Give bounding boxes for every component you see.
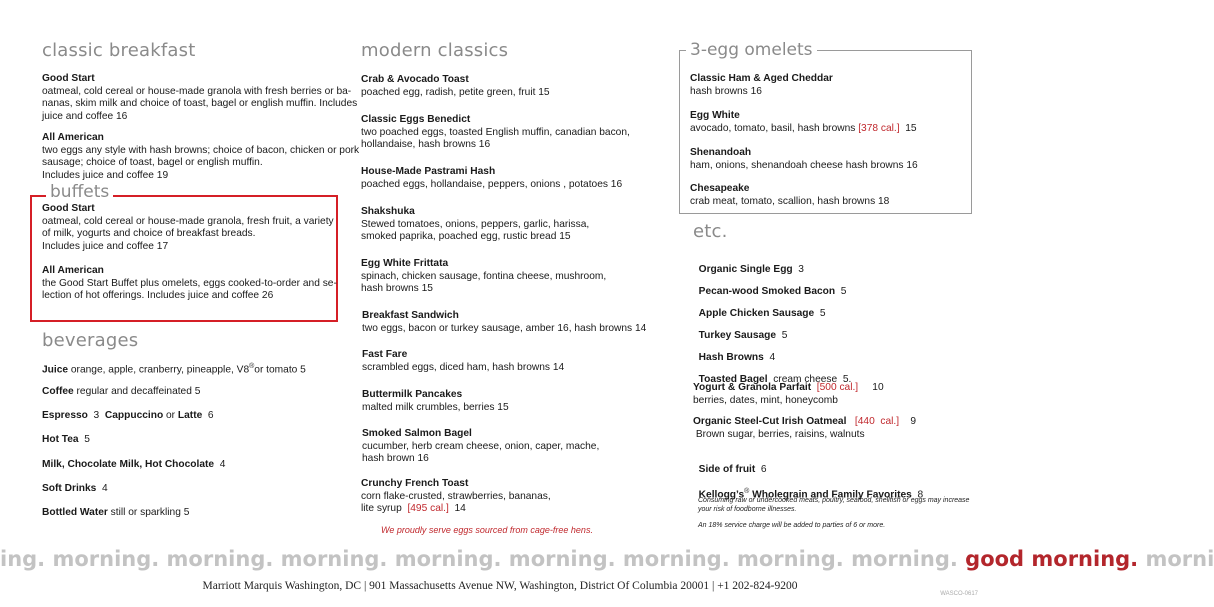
- item-desc: ham, onions, shenandoah cheese hash browns 16: [690, 159, 918, 171]
- item-desc: avocado, tomato, basil, hash browns: [690, 122, 859, 134]
- menu-item: [42, 361, 306, 377]
- menu-item: [362, 349, 564, 374]
- item-desc: berries, dates, mint, honeycomb: [693, 394, 838, 406]
- item-name: Bottled Water: [42, 507, 108, 518]
- item-price: 9: [899, 416, 917, 427]
- menu-item: [690, 73, 833, 98]
- menu-item: [42, 483, 108, 496]
- registered-mark: ®: [249, 363, 255, 370]
- item-desc: hash brown 16: [362, 453, 429, 465]
- item-desc: sausage; choice of toast, bagel or english muffin.: [42, 157, 263, 169]
- item-name: Latte: [177, 410, 203, 421]
- item-desc: crab meat, tomato, scallion, hash browns 18: [690, 195, 890, 207]
- item-desc: hash browns 16: [690, 85, 762, 97]
- item-name: Good Start: [42, 73, 95, 84]
- item-name: Wholegrain and Family Favorites: [749, 488, 912, 500]
- menu-item: [361, 206, 589, 244]
- item-name: Hot Tea: [42, 434, 79, 445]
- item-name: Organic Steel-Cut Irish Oatmeal: [693, 416, 847, 427]
- item-desc: [361, 503, 551, 516]
- menu-item: [42, 386, 200, 399]
- item-desc: spinach, chicken sausage, fontina cheese, mushroom,: [361, 270, 607, 282]
- menu-item: [690, 183, 889, 208]
- etc-title: etc.: [693, 221, 728, 242]
- item-desc: poached egg, radish, petite green, fruit 15: [361, 86, 550, 98]
- item-desc: cucumber, herb cream cheese, onion, caper, mache,: [362, 440, 600, 452]
- menu-item: [42, 265, 337, 303]
- item-name: Pecan-wood Smoked Bacon: [698, 285, 836, 297]
- item-name: Shenandoah: [690, 147, 752, 158]
- item-name: Juice: [42, 364, 69, 376]
- item-desc: two eggs any style with hash browns; choice of bacon, chicken or pork: [42, 144, 360, 156]
- item-desc: two eggs, bacon or turkey sausage, amber 16, hash browns 14: [362, 322, 647, 334]
- banner-highlight: good morning.: [965, 547, 1139, 571]
- menu-item: [362, 389, 509, 414]
- item-price: 8: [911, 488, 924, 500]
- menu-item: [361, 166, 622, 191]
- calorie-label: [500 cal.]: [811, 382, 859, 393]
- item-name: Hash Browns: [698, 351, 764, 363]
- item-name: Coffee: [42, 386, 74, 397]
- item-desc: or: [163, 410, 178, 421]
- menu-item: [361, 114, 630, 152]
- item-desc: of milk, yogurts and choice of breakfast breads.: [42, 228, 256, 240]
- item-line: [693, 382, 884, 395]
- item-desc: smoked paprika, poached egg, rustic bread 15: [361, 231, 571, 243]
- menu-item: [362, 310, 646, 335]
- note-line: Consuming raw or undercooked meats, poultry, seafood, shellfish or eggs may increase: [698, 497, 970, 504]
- item-price: 10: [858, 382, 884, 393]
- menu-item: [693, 416, 916, 441]
- banner-text: morni: [1138, 547, 1214, 571]
- calorie-label: [378 cal.]: [858, 122, 900, 134]
- calorie-label: [440 cal.]: [846, 416, 900, 427]
- item-name: Crab & Avocado Toast: [361, 74, 469, 85]
- item-desc: juice and coffee 16: [42, 110, 128, 122]
- item-name: Toasted Bagel: [698, 373, 768, 385]
- item-name: Crunchy French Toast: [361, 478, 469, 489]
- item-name: Buttermilk Pancakes: [362, 389, 463, 400]
- item-desc: or tomato 5: [254, 364, 306, 376]
- item-desc: the Good Start Buffet plus omelets, eggs cooked-to-order and se-: [42, 277, 337, 289]
- item-desc: nanas, skim milk and choice of toast, bagel or english muffin. Includes: [42, 98, 358, 110]
- menu-item: [42, 132, 359, 182]
- item-line: [693, 416, 916, 429]
- item-desc: hash browns 15: [361, 283, 433, 295]
- item-name: All American: [42, 132, 104, 143]
- beverages-title: beverages: [42, 330, 139, 351]
- item-desc: lite syrup: [361, 503, 408, 515]
- omelets-title: 3-egg omelets: [686, 40, 817, 60]
- item-desc: Brown sugar, berries, raisins, walnuts: [693, 428, 865, 440]
- item-desc: Includes juice and coffee 17: [42, 240, 169, 252]
- note-line: your risk of foodborne illnesses.: [698, 506, 797, 513]
- service-charge-note: An 18% service charge will be added to parties of 6 or more.: [698, 522, 886, 529]
- menu-item: [362, 428, 599, 466]
- item-name: Classic Eggs Benedict: [361, 114, 471, 125]
- item-price: 4: [763, 351, 776, 363]
- item-desc: scrambled eggs, diced ham, hash browns 14: [362, 361, 565, 373]
- calorie-label: [495 cal.]: [407, 503, 449, 515]
- item-desc: cream cheese 5.: [767, 373, 852, 385]
- registered-mark: ®: [744, 487, 750, 495]
- buffets-title: buffets: [46, 182, 113, 202]
- item-price: 5: [776, 329, 788, 341]
- item-name: All American: [42, 265, 104, 276]
- item-name: Organic Single Egg: [698, 263, 793, 275]
- item-price: 5: [814, 307, 826, 319]
- classic-breakfast-title: classic breakfast: [42, 40, 196, 61]
- item-name: Good Start: [42, 203, 95, 214]
- item-desc: hollandaise, hash browns 16: [361, 139, 491, 151]
- item-name: Milk, Chocolate Milk, Hot Chocolate: [42, 459, 215, 470]
- footer-address: Marriott Marquis Washington, DC | 901 Massachusetts Avenue NW, Washington, District Of Columbia 20001 | +1 202-824-9200: [202, 580, 798, 592]
- item-price: 4: [96, 483, 108, 494]
- item-desc: corn flake-crusted, strawberries, bananas,: [361, 490, 551, 502]
- item-name: Classic Ham & Aged Cheddar: [690, 73, 833, 84]
- item-desc: malted milk crumbles, berries 15: [362, 401, 509, 413]
- item-name: Espresso: [42, 410, 88, 421]
- menu-item: [42, 410, 214, 423]
- item-name: Turkey Sausage: [698, 329, 777, 341]
- item-price: 5: [835, 285, 847, 297]
- item-name: Egg White Frittata: [361, 258, 449, 269]
- item-desc: [690, 123, 917, 136]
- menu-item: [693, 382, 884, 407]
- item-desc: oatmeal, cold cereal or house-made granola with fresh berries or ba-: [42, 85, 352, 97]
- menu-item: [361, 478, 551, 516]
- menu-code: WASCO-0617: [940, 591, 978, 597]
- item-desc: two poached eggs, toasted English muffin, canadian bacon,: [361, 126, 630, 138]
- item-name: Side of fruit: [698, 463, 756, 475]
- cage-free-note: We proudly serve eggs sourced from cage-free hens.: [381, 525, 593, 535]
- item-name: House-Made Pastrami Hash: [361, 166, 496, 177]
- good-morning-banner: [0, 547, 1214, 575]
- item-price: 14: [448, 503, 466, 515]
- menu-item: [42, 507, 189, 520]
- menu-item: [361, 258, 606, 296]
- item-name: Shakshuka: [361, 206, 415, 217]
- menu-item: [361, 74, 550, 99]
- banner-text: ing. morning. morning. morning. morning. morning. morning. morning. morning.: [0, 547, 966, 571]
- item-price: 6: [202, 410, 214, 421]
- item-name: Chesapeake: [690, 183, 750, 194]
- item-name: Breakfast Sandwich: [362, 310, 459, 321]
- item-name: Smoked Salmon Bagel: [362, 428, 472, 439]
- item-name: Fast Fare: [362, 349, 408, 360]
- item-desc: lection of hot offerings. Includes juice and coffee 26: [42, 290, 274, 302]
- modern-classics-title: modern classics: [361, 40, 509, 61]
- menu-item: [42, 459, 225, 472]
- item-name: Kellogg’s: [698, 488, 745, 500]
- item-price: 3: [792, 263, 804, 275]
- menu-item: [42, 434, 90, 447]
- item-desc: regular and decaffeinated 5: [73, 386, 201, 397]
- item-desc: orange, apple, cranberry, pineapple, V8: [68, 364, 250, 376]
- item-desc: oatmeal, cold cereal or house-made granola, fresh fruit, a variety: [42, 215, 334, 227]
- item-name: Cappuccino: [104, 410, 164, 421]
- menu-item: [690, 110, 917, 135]
- item-desc: poached eggs, hollandaise, peppers, onions , potatoes 16: [361, 178, 623, 190]
- item-desc: still or sparkling 5: [107, 507, 190, 518]
- item-desc: Stewed tomatoes, onions, peppers, garlic, harissa,: [361, 218, 590, 230]
- item-price: 6: [755, 463, 767, 475]
- menu-item: [42, 73, 357, 123]
- menu-item: [690, 147, 918, 172]
- food-safety-note: [698, 496, 969, 514]
- item-name: Apple Chicken Sausage: [698, 307, 815, 319]
- item-price: 15: [899, 122, 917, 134]
- item-desc: Includes juice and coffee 19: [42, 169, 169, 181]
- item-price: 4: [214, 459, 226, 470]
- item-price: 5: [78, 434, 90, 445]
- item-name: Soft Drinks: [42, 483, 97, 494]
- item-name: Yogurt & Granola Parfait: [693, 382, 812, 393]
- item-price: 3: [87, 410, 105, 421]
- item-name: Egg White: [690, 110, 740, 121]
- menu-item: [42, 203, 334, 253]
